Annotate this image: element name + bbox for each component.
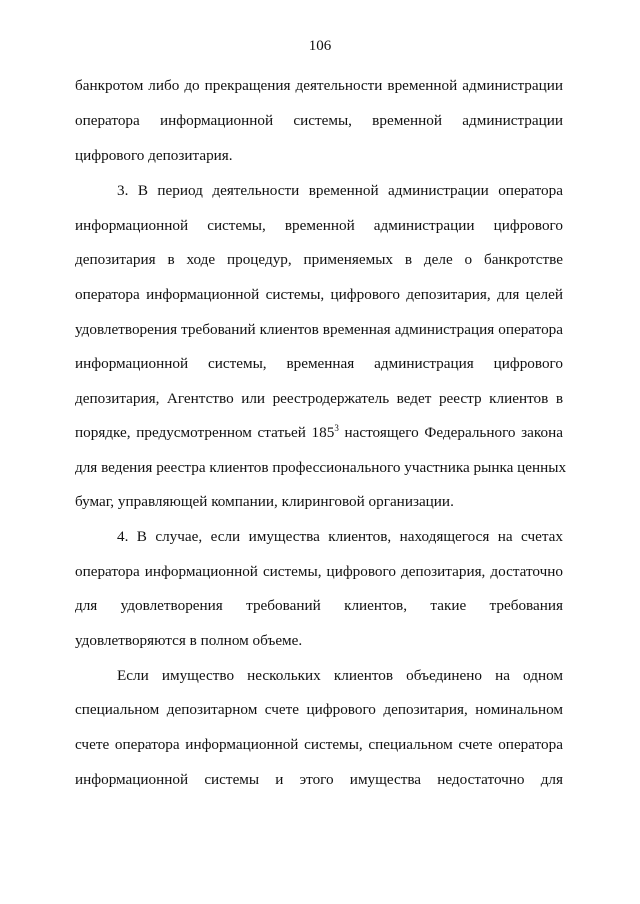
text-line: бумаг, управляющей компании, клиринговой организации. (75, 493, 454, 510)
text-line: 3. В период деятельности временной администрации оператора (117, 182, 563, 199)
text-line: оператора информационной системы, цифрового депозитария, для целей (75, 286, 563, 303)
text-line: депозитария, Агентство или реестродержатель ведет реестр клиентов в (75, 390, 563, 407)
text-line: счете оператора информационной системы, специальном счете оператора (75, 736, 563, 753)
text-line: удовлетворения требований клиентов временная администрация оператора (75, 321, 563, 338)
text-line: оператора информационной системы, цифрового депозитария, достаточно (75, 563, 563, 580)
text-line: для удовлетворения требований клиентов, такие требования (75, 597, 563, 614)
text-fragment: настоящего Федерального закона (338, 424, 563, 441)
text-line: оператора информационной системы, временной администрации (75, 112, 563, 129)
text-line: для ведения реестра клиентов профессионального участника рынка ценных (75, 459, 567, 476)
text-line: 4. В случае, если имущества клиентов, находящегося на счетах (117, 528, 563, 545)
text-line: информационной системы, временная администрация цифрового (75, 355, 563, 372)
text-line: специальном депозитарном счете цифрового депозитария, номинальном (75, 701, 563, 718)
text-line: информационной системы, временной администрации цифрового (75, 217, 563, 234)
text-line: удовлетворяются в полном объеме. (75, 632, 303, 649)
page-number: 106 (308, 38, 332, 54)
text-fragment: порядке, предусмотренном статьей 185 (75, 424, 335, 441)
text-line: информационной системы и этого имущества недостаточно для (75, 771, 563, 788)
article-superscript: 3 (334, 423, 339, 433)
text-line: Если имущество нескольких клиентов объединено на одном (117, 667, 563, 684)
text-line: депозитария в ходе процедур, применяемых в деле о банкротстве (75, 251, 563, 268)
text-line: банкротом либо до прекращения деятельности временной администрации (75, 77, 563, 94)
text-line: цифрового депозитария. (75, 147, 233, 164)
text-line-article-ref (75, 423, 563, 443)
